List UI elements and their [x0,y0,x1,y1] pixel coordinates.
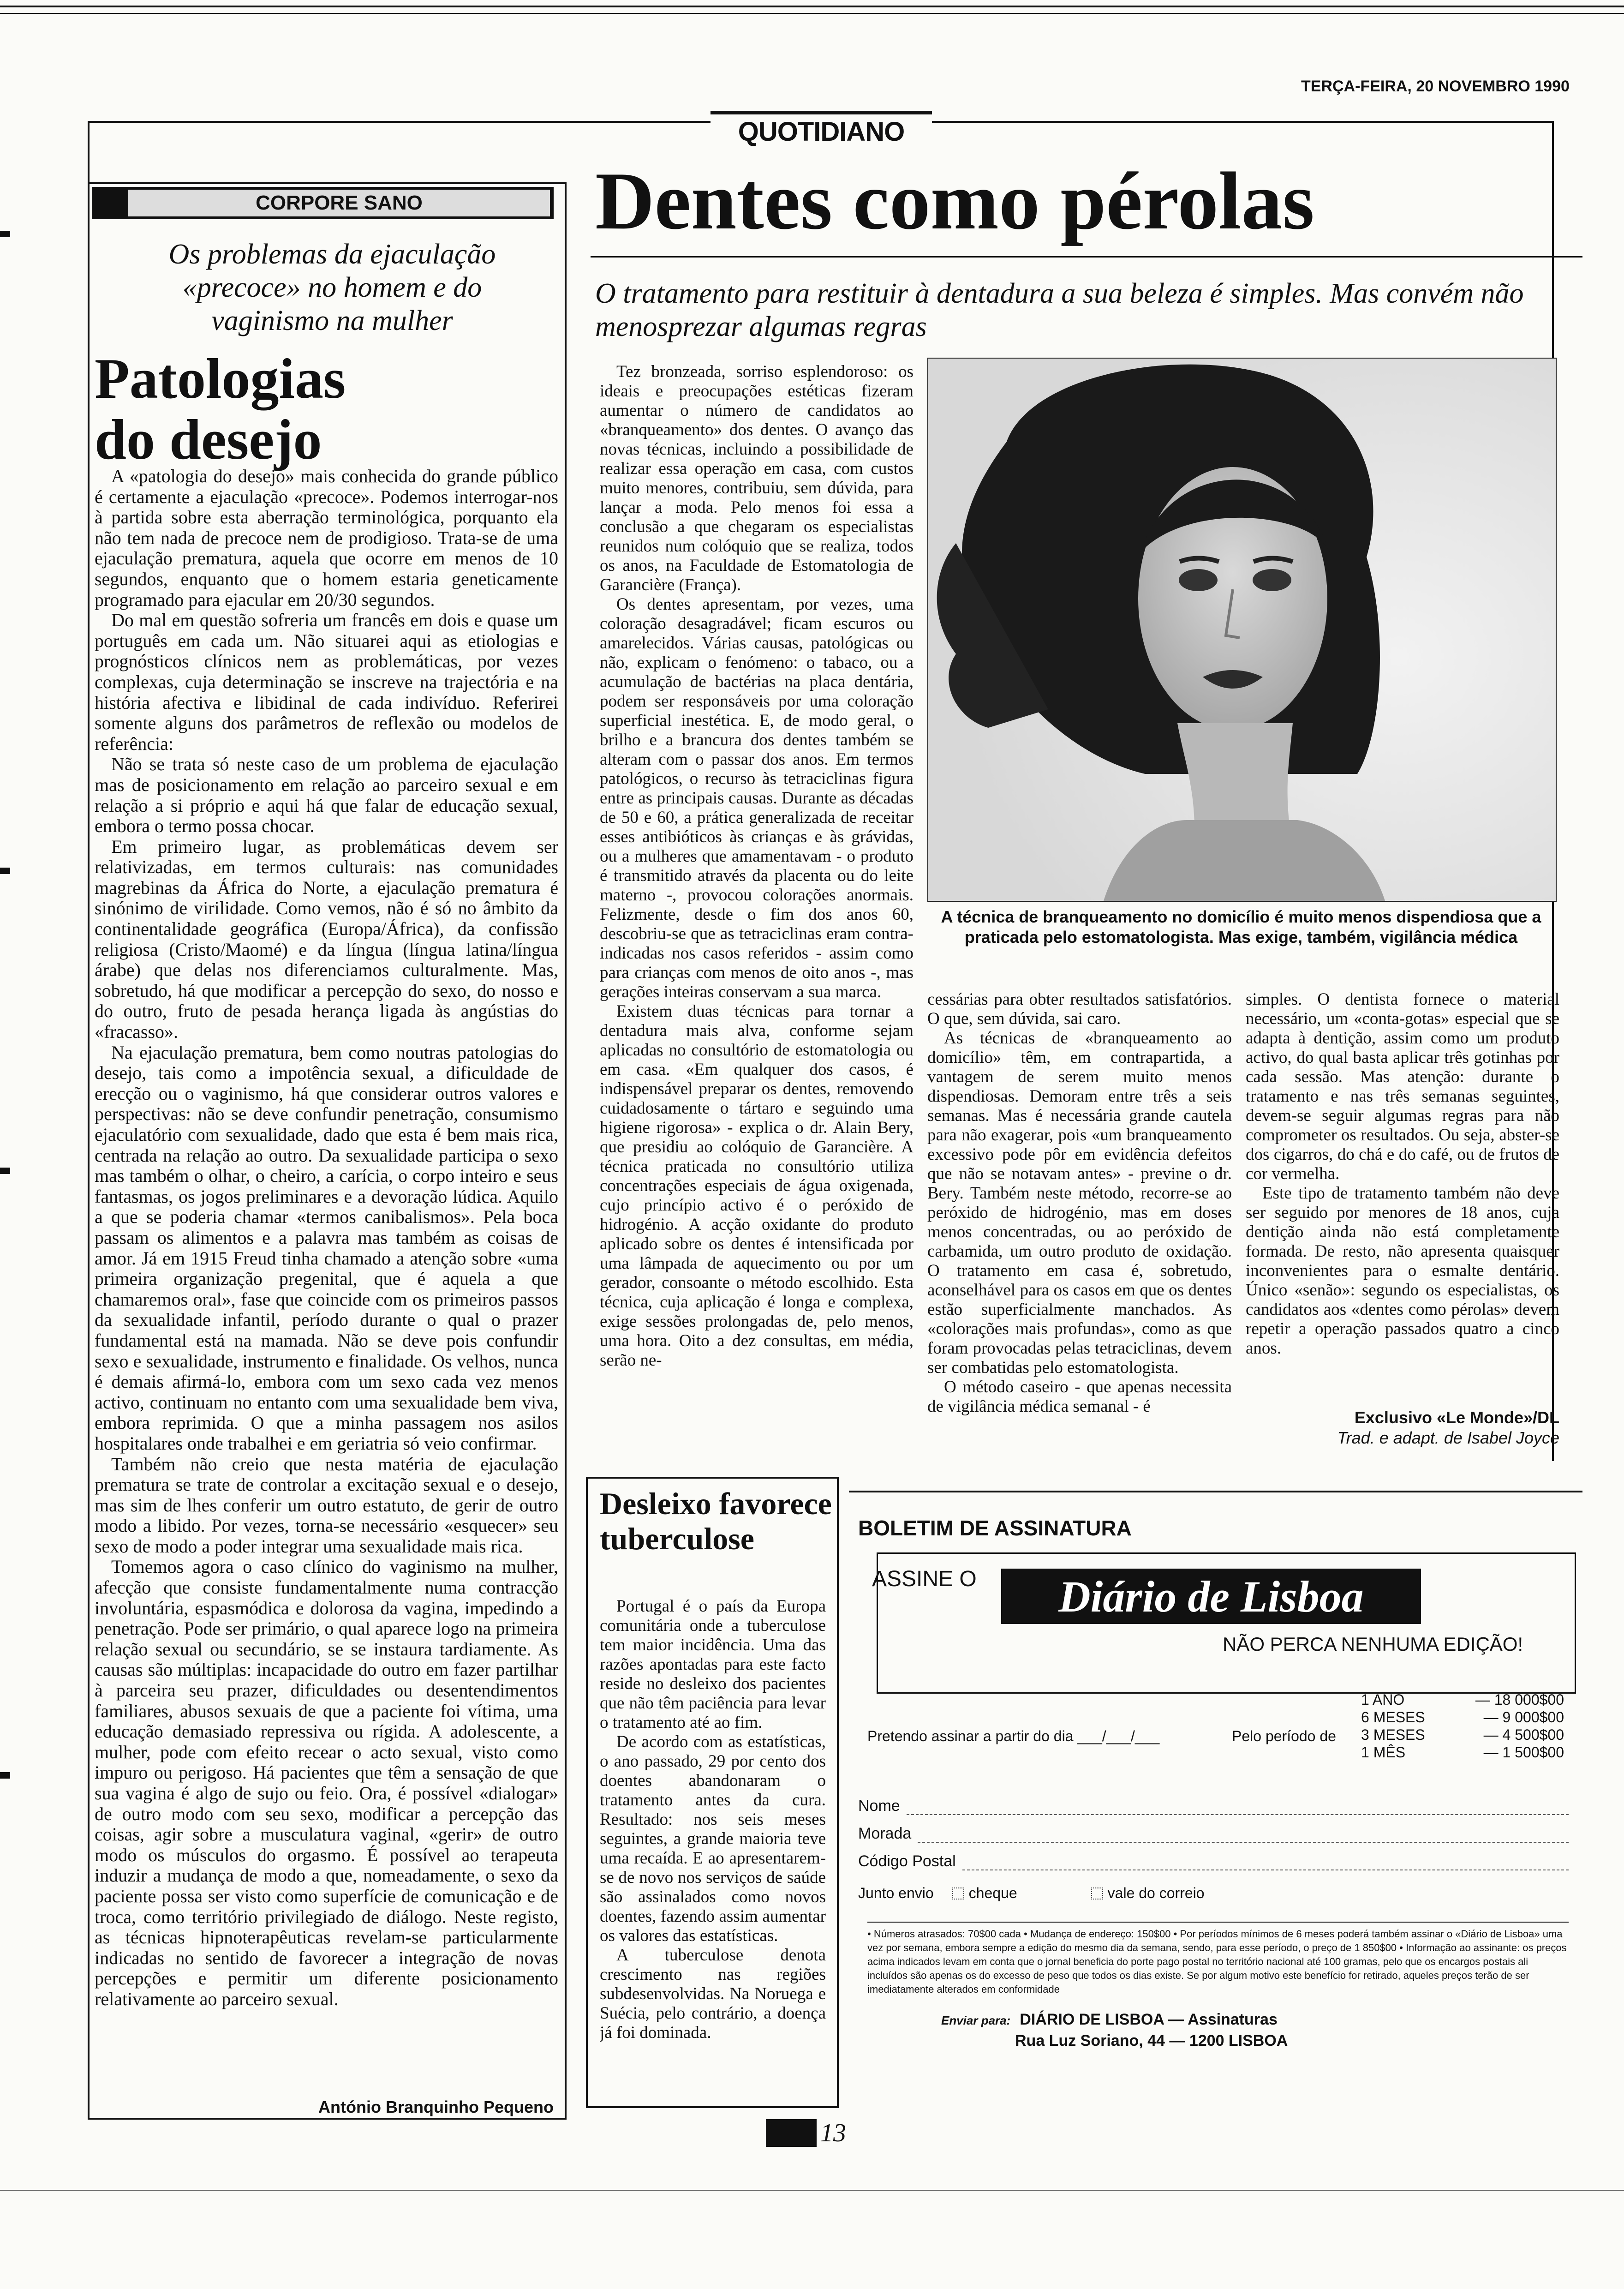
credit-source: Exclusivo «Le Monde»/DL [1354,1408,1559,1427]
page-number: 13 [766,2118,846,2148]
photo-caption: A técnica de branqueamento no domicílio é muito menos dispendiosa que a praticada pelo estomatologista. Mas exige, também, vigilância médica [941,907,1541,947]
name-field[interactable]: Nome [858,1797,1569,1815]
money-order-checkbox[interactable] [1091,1888,1103,1900]
price-period: 3 MESES [1361,1726,1425,1743]
margin-mark [0,231,10,237]
main-lead: O tratamento para restituir à dentadura a sua beleza é simples. Mas convém não menosprezar algumas regras [595,278,1524,342]
paragraph: simples. O dentista fornece o material necessário, um «conta-gotas» especial que se adapta à dentição, assim como um produto activo, do qual basta aplicar três gotinhas por cada sessão. Mas atenção: durante o tratamento e nas três semanas seguintes, devem-se seguir algumas regras para não comprometer os resultados. Ou seja, abster-se dos cigarros, do chá e do café, ou de frutos de cor vermelha. [1246,990,1559,1183]
left-kicker: Os problemas da ejaculação «precoce» no homem e do vaginismo na mulher [168,239,496,336]
margin-mark [0,1168,10,1174]
paragraph: Existem duas técnicas para tornar a dentadura mais alva, conforme sejam aplicadas no consultório de estomatologia ou em casa. «Em qualquer dos casos, é indispensável preparar os dentes, removendo cuidadosamente o tártaro e seguindo uma higiene rigorosa» - explica o dr. Alain Bery, que presidiu ao colóquio de Garancière. A técnica praticada no consultório utiliza concentrações especiais de água oxigenada, cujo princípio activo é o peróxido de hidrogénio. A acção oxidante do produto aplicado sobre os dentes é intensificada por uma lâmpada de aquecimento ou por um gerador, consoante o método escolhido. Esta técnica, cuja aplicação é longa e complexa, exige sessões prolongadas de, pelo menos, uma hora. Oito a dez consultas, em média, serão ne- [600,1002,914,1370]
diario-de-lisboa-logo: Diário de Lisboa [1001,1569,1421,1624]
postal-code-field[interactable]: Código Postal [858,1852,1569,1870]
paragraph: Do mal em questão sofreria um francês em dois e quase um português em cada um. Não situarei aqui as etiologias e prognósticos clínicos nem as problemáticas, por vezes complexas, cuja determinação se inscreve na trajectória e na história afectiva e libidinal de cada indivíduo. Referirei somente alguns dos parâmetros de reflexão ou modelos de referência: [95,610,558,754]
top-rule-thin [0,13,1624,14]
paragraph: cessárias para obter resultados satisfatórios. O que, sem dúvida, sai caro. [927,990,1232,1028]
period-label: Pelo período de [1232,1728,1336,1744]
section-rule [710,111,932,114]
main-col1 [600,362,914,1456]
paragraph: Tomemos agora o caso clínico do vaginismo na mulher, afecção que consiste fundamentalmente numa contracção involuntária, espasmódica e dolorosa da vagina, impedindo a penetração. Pode ser primário, o qual aparece logo na primeira relação sexual ou secundário, se se instaura tardiamente. As causas são múltiplas: incapacidade do outro em fazer partilhar à parceira seu prazer, dificuldades ou desentendimentos familiares, abusos sexuais de que a paciente foi vítima, uma educação demasiado repressiva ou rígida. A adolescente, a mulher, pode com efeito recear o acto sexual, visto como impuro ou perigoso. Há pacientes que têm a sensação de que sua vagina é algo de sujo ou feio. Ora, é possível «dialogar» de outro modo com seu sexo, modificar a percepção das coisas, agir sobre a musculatura vaginal, «gerir» de outro modo os músculos do orgasmo. É possível ao terapeuta induzir a mudança de modo a que, nomeadamente, o sexo da paciente possa ser visto como superfície de comunicação e de troca, como território privilegiado de diálogo. Neste registo, as técnicas hipnoterapêuticas revelam-se particularmente indicadas no sentido de favorecer a integração de novas percepções e permitir um diferente posicionamento relativamente ao parceiro sexual. [95,1556,558,2009]
tb-body [600,1597,826,2095]
masthead-mark [766,2119,817,2147]
paragraph: As técnicas de «branqueamento ao domicílio» têm, em contrapartida, a vantagem de serem muito menos dispendiosas. Demoram entre três a seis semanas. Mas é necessária grande cautela para não exagerar, pois «um branqueamento excessivo pode pôr em evidência defeitos que não se notavam antes» - previne o dr. Bery. Também neste método, recorre-se ao peróxido de hidrogénio, mas em doses menos concentradas, ou ao peróxido de carbamida, um outro produto de oxidação. O tratamento em casa é, sobretudo, aconselhável para os casos em que os dentes estão superficialmente manchados. As «colorações mais profundas», como as que foram provocadas pelas tetraciclinas, devem ser combatidas pelo estomatologista. [927,1029,1232,1377]
fine-print: • Números atrasados: 70$00 cada • Mudança de endereço: 150$00 • Por períodos mínimos de 6 meses poderá também assinar o «Diário de Lisboa» uma vez por semana, embora sempre a edição do mesmo dia da semana, sendo, para esse período, o preço de 1 850$00 • Informação ao assinante: os preços acima indicados levam em conta que o jornal beneficia do porte pago postal no território nacional até 100 gramas, pelo que os encargos postais ali incluídos são apenas os do excesso de peso que todos os dias existe. Se por algum motivo este benefício for retirado, aqueles preços terão de ser imediatamente alterados em conformidade [867,1922,1569,1996]
subscription-form [849,1491,1582,2055]
main-col3 [1246,990,1559,1396]
issue-date: TERÇA-FEIRA, 20 NOVEMBRO 1990 [1301,78,1570,95]
paragraph: Tez bronzeada, sorriso esplendoroso: os ideais e preocupações estéticas fizeram aumentar o número de candidatos ao «branqueamento» dos dentes. O avanço das novas técnicas, incluindo a possibilidade de realizar essa operação em casa, com custos muito menores, contribuiu, sem dúvida, para lançar a moda. Pelo menos foi essa a conclusão a que chegaram os especialistas reunidos num colóquio que se realiza, todos os anos, na Faculdade de Estomatologia de Garancière (França). [600,362,914,594]
price-row[interactable] [1361,1691,1564,1708]
price-value: — 9 000$00 [1483,1709,1564,1726]
address-line [918,1828,1569,1843]
paragraph: Também não creio que nesta matéria de ejaculação prematura se trate de controlar a excitação sexual e o desejo, mas sim de lhes conferir um outro estatuto, de gerir de outro modo a libido. Por vezes, torna-se necessário «esquecer» seu sexo de modo a poder integrar uma sexualidade mais rica. [95,1453,558,1557]
tb-title: Desleixo favorece tuberculose [600,1486,832,1556]
name-line [907,1800,1569,1815]
rubric-text: CORPORE SANO [128,190,550,216]
credit-translation: Trad. e adapt. de Isabel Joyce [1337,1428,1559,1447]
paragraph: De acordo com as estatísticas, o ano passado, 29 por cento dos doentes abandonaram o tratamento antes da cura. Resultado: nos seis meses seguintes, a grande maioria teve uma recaída. E ao apresentarem-se de novo nos serviços de saúde são assinalados como novos doentes, fazendo assim aumentar os valores das estatísticas. [600,1732,826,1945]
left-author: António Branquinho Pequeno [318,2097,554,2116]
price-value: — 18 000$00 [1475,1691,1564,1708]
main-title: Dentes como pérolas [595,155,1314,246]
main-title-rule [591,256,1582,258]
price-period: 1 ANO [1361,1691,1405,1708]
address-field[interactable]: Morada [858,1825,1569,1843]
rubric-square [97,192,118,214]
margin-mark [0,868,10,874]
margin-mark [0,1772,10,1779]
start-date-label[interactable]: Pretendo assinar a partir do dia ___/___/___ [867,1728,1160,1744]
payment-row [858,1885,1205,1902]
payment-label: Junto envio [858,1885,934,1901]
paragraph: Os dentes apresentam, por vezes, uma coloração desagradável; ficam escuros ou amarelecidos. Várias causas, patológicas ou não, explicam o fenómeno: o tabaco, ou a acumulação de bactérias na placa dentária, podem ser responsáveis por uma coloração superficial inestética. E, de modo geral, o brilho e a brancura dos dentes também se alteram com o passar dos anos. Em termos patológicos, o recurso às tetraciclinas figura entre as principais causas. Durante as décadas de 50 e 60, a prática generalizada de receitar esses antibióticos às crianças e às grávidas, ou a mulheres que amamentavam - o produto é transmitido através da placenta ou do leite materno -, provocou colorações anormais. Felizmente, desde o fim dos anos 60, descobriu-se que as tetraciclinas eram contra-indicadas nos casos referidos - assim como para crianças com menos de oito anos -, mas gerações inteiras conservam a sua marca. [600,595,914,1001]
price-value: — 1 500$00 [1483,1744,1564,1761]
left-body [95,466,558,2079]
price-period: 6 MESES [1361,1709,1425,1726]
paragraph: Este tipo de tratamento também não deve ser seguido por menores de 18 anos, cuja dentição ainda não está completamente formada. De resto, não apresenta quaisquer inconvenientes para o esmalte dentário. Único «senão»: segundo os especialistas, os candidatos aos «dentes como pérolas» devem repetir a operação passados quatro a cinco anos. [1246,1184,1559,1358]
portrait-illustration [928,359,1556,901]
price-row[interactable] [1361,1744,1564,1761]
cheque-option[interactable]: cheque [952,1885,1017,1902]
subscription-slogan: NÃO PERCA NENHUMA EDIÇÃO! [1223,1633,1523,1655]
main-col2 [927,990,1232,1456]
paragraph: Em primeiro lugar, as problemáticas devem ser relativizadas, em termos culturais: nas comunidades magrebinas da África do Norte, a ejaculação prematura é sinónimo de virilidade. Como vemos, não é só no âmbito da continentalidade geográfica (Europa/África), da confissão religiosa (Cristo/Maomé) e da língua (língua latina/língua árabe) que delas nos diferenciamos culturalmente. Mas, sobretudo, há que modificar a percepção do sexo, do nosso e do outro, fruto de pesada herança ligada às angústias do «fracasso». [95,836,558,1043]
paragraph: Portugal é o país da Europa comunitária onde a tuberculose tem maior incidência. Uma das razões apontadas para este facto reside no desleixo dos pacientes que não têm paciência para levar o tratamento até ao fim. [600,1597,826,1732]
assine-label: ASSINE O [872,1567,977,1591]
price-table [1361,1691,1564,1761]
paragraph: Na ejaculação prematura, bem como noutras patologias do desejo, tais como a impotência sexual, a dificuldade de erecção ou o vaginismo, há que considerar outros valores e perspectivas: não se deve confundir penetração, consumismo ejaculatório com sexualidade, dado que esta é bem mais rica, centrada na relação ao outro. Da sexualidade participa o sexo mas também o olhar, o cheiro, a carícia, o corpo inteiro e seus fantasmas, os jogos preliminares e a devoração lúdica. Aquilo a que se poderia chamar «termos canibalismos». Pela boca passam os alimentos e a palavra mas também as coisas de amor. Já em 1915 Freud tinha chamado a atenção sobre «uma primeira organização pregenital, que é aquela a que chamaremos oral», fase que coincide com os primeiros passos da sexualidade infantil, período durante o qual o prazer fundamental está na mamada. Não se deve pois confundir sexo e sexualidade, instrumento e finalidade. Os velhos, nunca é demais afirmá-lo, embora com um sexo cada vez menos activo, continuam no entanto com uma sexualidade bem viva, embora reprimida. O que a minha passagem nos asilos hospitalares onde trabalhei e em geriatria só veio confirmar. [95,1042,558,1454]
postal-code-line [962,1856,1569,1870]
cheque-checkbox[interactable] [952,1888,964,1900]
section-name: QUOTIDIANO [710,116,932,147]
enviar-line-2: Rua Luz Soriano, 44 — 1200 LISBOA [1015,2032,1288,2049]
price-period: 1 MÊS [1361,1744,1406,1761]
price-row[interactable] [1361,1726,1564,1744]
enviar-label: Enviar para: [941,2013,1011,2027]
paragraph: A «patologia do desejo» mais conhecida do grande público é certamente a ejaculação «precoce». Podemos interrogar-nos à partida sobre esta aberração terminológica, porquanto ela não tem nada de precoce nem de prodigioso. Trata-se de uma ejaculação prematura, aquela que ocorre em menos de 10 segundos, enquanto que o homem estaria geneticamente programado para ejacular em 20/30 segundos. [95,466,558,610]
woman-portrait-photo [927,358,1557,902]
paragraph: Não se trata só neste caso de um problema de ejaculação mas de posicionamento em relação ao parceiro sexual e em relação a si próprio e aqui há que falar de educação sexual, embora o termo possa chocar. [95,754,558,837]
price-value: — 4 500$00 [1483,1726,1564,1743]
rubric-bar [92,187,554,219]
mailing-address [941,2009,1288,2051]
price-row[interactable] [1361,1708,1564,1726]
enviar-line-1: DIÁRIO DE LISBOA — Assinaturas [1020,2011,1278,2028]
money-order-option[interactable]: vale do correio [1091,1885,1205,1902]
subscription-title: BOLETIM DE ASSINATURA [858,1516,1132,1540]
top-rule [0,6,1624,7]
paragraph: O método caseiro - que apenas necessita de vigilância médica semanal - é [927,1378,1232,1416]
paragraph: A tuberculose denota crescimento nas regiões subdesenvolvidas. Na Noruega e Suécia, pelo contrário, a doença já foi dominada. [600,1946,826,2042]
article-credit [1236,1408,1559,1448]
left-title: Patologias do desejo [95,347,346,471]
bottom-rule [0,2190,1624,2191]
